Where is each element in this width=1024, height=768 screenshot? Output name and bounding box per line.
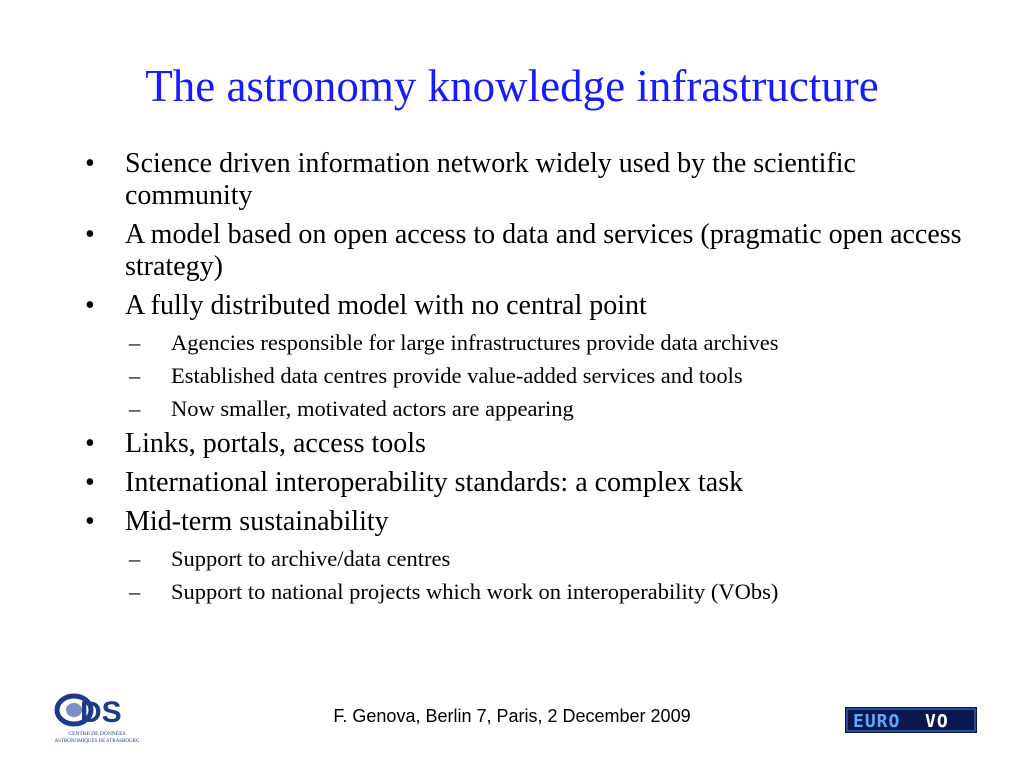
bullet-marker: • [85, 148, 95, 179]
bullet-item [85, 467, 985, 499]
bullet-list [85, 148, 985, 611]
sub-bullet-item [85, 329, 985, 356]
sub-bullet-item [85, 578, 985, 605]
sub-bullet-marker: – [129, 579, 141, 604]
bullet-marker: • [85, 467, 95, 498]
bullet-text: A fully distributed model with no central point [125, 290, 647, 321]
bullet-item [85, 148, 985, 212]
sub-bullet-text: Support to national projects which work on interoperability (VObs) [171, 579, 779, 604]
footer-text: F. Genova, Berlin 7, Paris, 2 December 2009 [333, 706, 691, 726]
logo-letters: DS [80, 696, 122, 729]
bullet-marker: • [85, 506, 95, 537]
sub-bullet-text: Agencies responsible for large infrastructures provide data archives [171, 330, 779, 355]
bullet-text: Links, portals, access tools [125, 428, 426, 459]
sub-bullet-text: Support to archive/data centres [171, 546, 451, 571]
bullet-item [85, 506, 985, 538]
sub-bullet-item [85, 395, 985, 422]
logo-caption-1: CENTRE DE DONNÉES [68, 731, 126, 737]
bullet-marker: • [85, 428, 95, 459]
bullet-text: Science driven information network widely used by the scientific community [125, 148, 856, 211]
logo-text-euro: EURO [853, 711, 901, 732]
sub-bullet-marker: – [129, 363, 141, 388]
bullet-text: International interoperability standards: a complex task [125, 467, 744, 498]
slide-title: The astronomy knowledge infrastructure [145, 61, 879, 111]
euro-vo-logo [845, 707, 977, 733]
bullet-text: Mid-term sustainability [125, 506, 389, 537]
sub-bullet-text: Established data centres provide value-added services and tools [171, 363, 743, 388]
bullet-marker: • [85, 219, 95, 250]
logo-text-vo: VO [925, 711, 949, 732]
bullet-text: A model based on open access to data and services (pragmatic open access strategy) [125, 219, 962, 282]
sub-bullet-marker: – [129, 396, 141, 421]
sub-bullet-item [85, 362, 985, 389]
logo-caption-2: ASTRONOMIQUES DE STRASBOURG [54, 739, 140, 744]
bullet-item [85, 428, 985, 460]
sub-bullet-text: Now smaller, motivated actors are appearing [171, 396, 574, 421]
bullet-item [85, 219, 985, 283]
sub-bullet-marker: – [129, 330, 141, 355]
bullet-item [85, 290, 985, 322]
sub-bullet-marker: – [129, 546, 141, 571]
sub-bullet-item [85, 545, 985, 572]
bullet-marker: • [85, 290, 95, 321]
